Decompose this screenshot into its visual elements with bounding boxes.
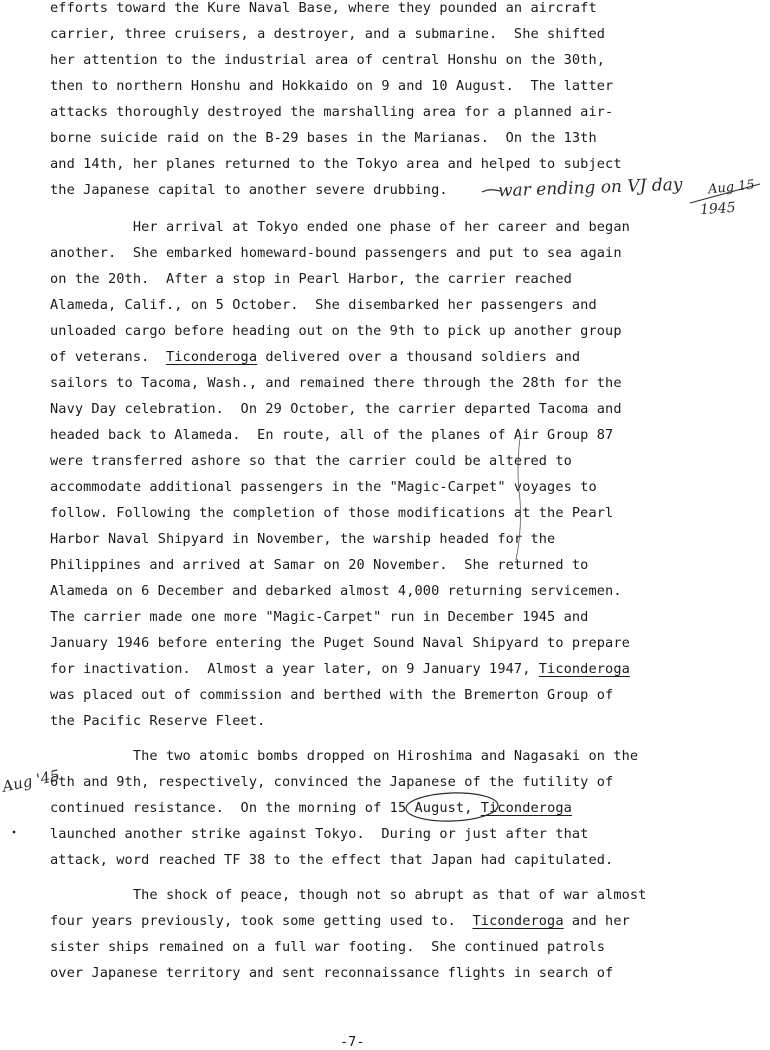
text-line: efforts toward the Kure Naval Base, where they pounded an aircraft (50, 0, 597, 16)
page-number: -7- (340, 1034, 365, 1050)
text-line: another. She embarked homeward-bound passengers and put to sea again (50, 245, 622, 261)
text-line: her attention to the industrial area of central Honshu on the 30th, (50, 52, 606, 68)
ship-name-underlined: Ticonderoga (538, 661, 630, 677)
stray-mark (13, 831, 16, 834)
text-segment: for inactivation. Almost a year later, on 9 January 1947, (50, 661, 539, 677)
text-line: then to northern Honshu and Hokkaido on 9 and 10 August. The latter (50, 78, 614, 94)
ship-name-underlined: Ticonderoga (165, 349, 258, 365)
paragraph-first-line: The shock of peace, though not so abrupt as that of war almost (50, 887, 647, 903)
text-line: Alameda on 6 December and debarked almost 4,000 returning servicemen. (50, 583, 622, 599)
text-line: headed back to Alameda. En route, all of the planes of Air Group 87 (50, 427, 614, 443)
text-segment: four years previously, took some getting used to. (50, 913, 473, 929)
text-line: attack, word reached TF 38 to the effect that Japan had capitulated. (50, 852, 614, 868)
text-line: the Japanese capital to another severe drubbing. (50, 182, 448, 198)
handwritten-date-correction: Aug 15 (707, 177, 756, 198)
pen-stroke (516, 438, 521, 560)
text-segment: delivered over a thousand soldiers and (257, 349, 581, 365)
text-segment: of veterans. (50, 349, 166, 365)
ship-name-underlined: Ticonderoga (480, 800, 572, 816)
text-segment: continued resistance. On the morning of (50, 800, 390, 816)
circled-date: 15 August, (389, 800, 473, 816)
text-line: launched another strike against Tokyo. During or just after that (50, 826, 589, 842)
text-line: carrier, three cruisers, a destroyer, and a submarine. She shifted (50, 26, 606, 42)
text-line: attacks thoroughly destroyed the marshalling area for a planned air- (50, 104, 614, 120)
text-line: were transferred ashore so that the carrier could be altered to (50, 453, 572, 469)
paragraph-first-line: Her arrival at Tokyo ended one phase of her career and began (50, 219, 630, 235)
ship-name-underlined: Ticonderoga (472, 913, 564, 929)
paragraph-first-line: The two atomic bombs dropped on Hiroshima and Nagasaki on the (50, 748, 639, 764)
text-line: on the 20th. After a stop in Pearl Harbor, the carrier reached (50, 271, 572, 287)
text-line: Harbor Naval Shipyard in November, the warship headed for the (50, 531, 556, 547)
text-line: The carrier made one more "Magic-Carpet" run in December 1945 and (50, 609, 589, 625)
text-line: was placed out of commission and berthed with the Bremerton Group of (50, 687, 614, 703)
text-line: Navy Day celebration. On 29 October, the carrier departed Tacoma and (50, 401, 622, 417)
text-line: sister ships remained on a full war footing. She continued patrols (50, 939, 606, 955)
text-line: sailors to Tacoma, Wash., and remained there through the 28th for the (50, 375, 622, 391)
text-line: borne suicide raid on the B-29 bases in the Marianas. On the 13th (50, 130, 597, 146)
pen-stroke (482, 190, 500, 192)
handwritten-year: 1945 (699, 199, 737, 219)
text-line: accommodate additional passengers in the "Magic-Carpet" voyages to (50, 479, 597, 495)
text-segment: and her (563, 913, 630, 929)
text-line: January 1946 before entering the Puget Sound Naval Shipyard to prepare (50, 635, 630, 651)
text-line: Philippines and arrived at Samar on 20 November. She returned to (50, 557, 589, 573)
text-line: unloaded cargo before heading out on the 9th to pick up another group (50, 323, 622, 339)
handwritten-margin-note: Aug '45 (0, 766, 62, 796)
handwritten-annotation: war ending on VJ day (497, 174, 683, 202)
strike-through-mark (690, 184, 760, 203)
text-line: 6th and 9th, respectively, convinced the Japanese of the futility of (50, 774, 614, 790)
text-line: over Japanese territory and sent reconnaissance flights in search of (50, 965, 614, 981)
date-circle-mark (406, 791, 499, 822)
text-line: Alameda, Calif., on 5 October. She disembarked her passengers and (50, 297, 597, 313)
text-line: the Pacific Reserve Fleet. (50, 713, 266, 729)
text-line: follow. Following the completion of those modifications at the Pearl (50, 505, 614, 521)
text-line: and 14th, her planes returned to the Tokyo area and helped to subject (50, 156, 622, 172)
